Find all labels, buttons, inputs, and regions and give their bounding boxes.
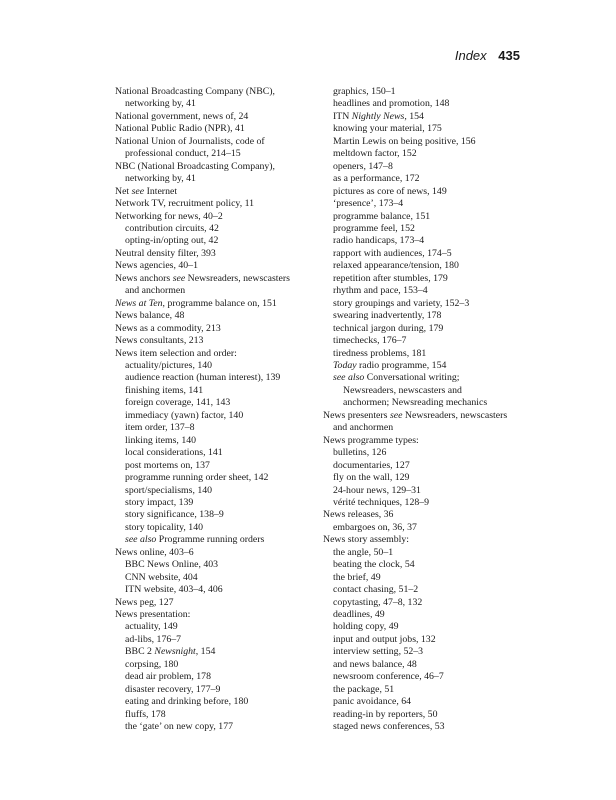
index-entry-line: rhythm and pace, 153–4 (333, 285, 428, 297)
index-entry-line: News agencies, 40–1 (115, 260, 198, 272)
index-subentry (323, 123, 533, 135)
index-subentry (323, 248, 533, 260)
index-entry-line: programme running order sheet, 142 (125, 472, 269, 484)
index-entry-line: copytasting, 47–8, 132 (333, 596, 423, 608)
index-entry-line: fluffs, 178 (125, 708, 166, 720)
index-subentry (323, 659, 533, 671)
index-entry-line: see also Programme running orders (125, 534, 265, 546)
index-entry-line: CNN website, 404 (125, 571, 198, 583)
index-entry-line: News presentation: (115, 609, 191, 621)
index-subentry (323, 671, 533, 683)
index-subentry (323, 609, 533, 621)
index-subentry (323, 372, 533, 409)
index-subentry (115, 385, 320, 397)
index-entry-line: radio handicaps, 173–4 (333, 235, 425, 247)
index-entry-line: NBC (National Broadcasting Company), (115, 160, 275, 172)
index-subentry (323, 198, 533, 210)
index-entry-line: technical jargon during, 179 (333, 322, 444, 334)
index-entry-line: News consultants, 213 (115, 335, 204, 347)
index-subentry (323, 460, 533, 472)
index-subentry (323, 235, 533, 247)
index-entry-line: input and output jobs, 132 (333, 633, 436, 645)
index-entry (115, 86, 320, 111)
index-entry (115, 186, 320, 198)
index-subentry (323, 646, 533, 658)
index-entry (115, 547, 320, 559)
index-entry-line: reading-in by reporters, 50 (333, 708, 438, 720)
index-subentry (323, 298, 533, 310)
index-subentry (115, 584, 320, 596)
index-subentry (323, 547, 533, 559)
index-entry-line: News story assembly: (323, 534, 409, 546)
index-entry-line: fly on the wall, 129 (333, 472, 410, 484)
index-entry-line: audience reaction (human interest), 139 (125, 372, 281, 384)
index-entry-line: tiredness problems, 181 (333, 347, 427, 359)
index-entry-line: BBC News Online, 403 (125, 559, 219, 571)
index-entry-line: News online, 403–6 (115, 546, 194, 558)
index-entry (115, 273, 320, 298)
index-entry-line: National Public Radio (NPR), 41 (115, 123, 245, 135)
index-entry-line: foreign coverage, 141, 143 (125, 397, 231, 409)
index-subentry (323, 173, 533, 185)
index-entry-line: staged news conferences, 53 (333, 721, 445, 733)
index-subentry (115, 472, 320, 484)
index-entry-line: News anchors see Newsreaders, newscasters (115, 272, 290, 284)
index-entry-line: News peg, 127 (115, 596, 174, 608)
index-entry-line: openers, 147–8 (333, 160, 393, 172)
index-subentry (323, 273, 533, 285)
index-subentry (323, 559, 533, 571)
index-entry (115, 136, 320, 161)
index-entry-line: pictures as core of news, 149 (333, 185, 447, 197)
page-number: 435 (498, 48, 520, 63)
index-entry-line: actuality/pictures, 140 (125, 359, 213, 371)
index-entry-line: see also Conversational writing; (333, 372, 460, 384)
index-entry-line: eating and drinking before, 180 (125, 696, 249, 708)
index-subentry (323, 497, 533, 509)
index-subentry (323, 572, 533, 584)
index-subentry (115, 360, 320, 372)
index-subentry (115, 223, 320, 235)
index-entry (115, 260, 320, 272)
index-entry-line: story groupings and variety, 152–3 (333, 297, 470, 309)
index-column-left (115, 86, 320, 734)
index-entry-line: holding copy, 49 (333, 621, 399, 633)
index-entry-line: networking by, 41 (125, 173, 196, 185)
index-entry (323, 534, 533, 546)
index-subentry (323, 136, 533, 148)
index-subentry (323, 323, 533, 335)
index-entry-line: story topicality, 140 (125, 521, 204, 533)
index-entry (323, 435, 533, 447)
index-entry-line: ‘presence’, 173–4 (333, 198, 404, 210)
index-entry-line: Neutral density filter, 393 (115, 247, 216, 259)
index-subentry (323, 348, 533, 360)
index-subentry (323, 634, 533, 646)
index-entry-line: National Broadcasting Company (NBC), (115, 86, 275, 97)
index-entry-line: local considerations, 141 (125, 447, 223, 459)
index-entry-line: documentaries, 127 (333, 459, 410, 471)
index-entry-line: interview setting, 52–3 (333, 646, 424, 658)
index-subentry (323, 285, 533, 297)
index-subentry (115, 372, 320, 384)
index-subentry (323, 211, 533, 223)
index-entry-line: programme balance, 151 (333, 210, 431, 222)
index-entry-line: post mortems on, 137 (125, 459, 210, 471)
index-entry-line: News item selection and order: (115, 347, 237, 359)
index-entry-line: beating the clock, 54 (333, 559, 415, 571)
index-entry-line: the ‘gate’ on new copy, 177 (125, 721, 233, 733)
index-entry (323, 410, 533, 435)
index-entry-line: graphics, 150–1 (333, 86, 396, 97)
index-subentry (115, 447, 320, 459)
index-subentry (323, 223, 533, 235)
index-entry-line: the brief, 49 (333, 571, 381, 583)
index-subentry (323, 86, 533, 98)
index-entry-line: contribution circuits, 42 (125, 222, 219, 234)
index-entry-line: actuality, 149 (125, 621, 178, 633)
index-entry-line: Networking for news, 40–2 (115, 210, 223, 222)
index-entry-line: National government, news of, 24 (115, 110, 249, 122)
index-entry-line: meltdown factor, 152 (333, 148, 417, 160)
index-subentry (115, 509, 320, 521)
index-entry-line: the package, 51 (333, 683, 395, 695)
index-entry-line: immediacy (yawn) factor, 140 (125, 409, 244, 421)
index-entry-line: News presenters see Newsreaders, newscasters (323, 409, 508, 421)
index-entry-line: National Union of Journalists, code of (115, 135, 265, 147)
index-entry (115, 597, 320, 609)
index-subentry (115, 410, 320, 422)
index-entry-line: story significance, 138–9 (125, 509, 224, 521)
index-subentry (323, 98, 533, 110)
index-entry-line: linking items, 140 (125, 434, 197, 446)
index-subentry (323, 684, 533, 696)
index-entry-line: Newsreaders, newscasters and (343, 384, 462, 396)
index-entry-line: Martin Lewis on being positive, 156 (333, 135, 476, 147)
index-entry-line: and anchormen (125, 285, 186, 297)
index-entry-line: vérité techniques, 128–9 (333, 496, 430, 508)
index-subentry (323, 260, 533, 272)
index-entry-line: panic avoidance, 64 (333, 696, 412, 708)
index-entry (115, 298, 320, 310)
index-entry-line: News as a commodity, 213 (115, 322, 221, 334)
index-entry-line: News releases, 36 (323, 509, 394, 521)
index-entry-line: disaster recovery, 177–9 (125, 683, 221, 695)
index-subentry (323, 447, 533, 459)
index-entry (115, 211, 320, 223)
index-entry-line: News at Ten, programme balance on, 151 (115, 297, 277, 309)
index-entry (115, 161, 320, 186)
index-entry-line: dead air problem, 178 (125, 671, 211, 683)
index-entry-line: ad-libs, 176–7 (125, 633, 182, 645)
index-subentry (323, 721, 533, 733)
index-subentry (115, 634, 320, 646)
index-entry-line: Net see Internet (115, 185, 178, 197)
index-subentry (323, 709, 533, 721)
index-subentry (115, 485, 320, 497)
index-entry-line: Network TV, recruitment policy, 11 (115, 198, 255, 210)
index-entry-line: programme feel, 152 (333, 222, 415, 234)
index-subentry (115, 671, 320, 683)
index-entry-line: professional conduct, 214–15 (125, 148, 241, 160)
index-entry-line: headlines and promotion, 148 (333, 98, 450, 110)
index-subentry (115, 422, 320, 434)
index-entry (115, 111, 320, 123)
index-subentry (115, 522, 320, 534)
index-entry-line: newsroom conference, 46–7 (333, 671, 444, 683)
index-entry (323, 509, 533, 521)
index-entry-line: timechecks, 176–7 (333, 335, 407, 347)
index-entry (115, 348, 320, 360)
index-subentry (323, 161, 533, 173)
index-entry (115, 198, 320, 210)
index-subentry (115, 659, 320, 671)
index-entry-line: networking by, 41 (125, 98, 196, 110)
index-entry (115, 335, 320, 347)
index-subentry (323, 485, 533, 497)
index-subentry (115, 621, 320, 633)
index-entry-line: finishing items, 141 (125, 384, 204, 396)
index-subentry (115, 572, 320, 584)
index-entry-line: sport/specialisms, 140 (125, 484, 213, 496)
index-entry-line: bulletins, 126 (333, 447, 387, 459)
index-subentry (323, 310, 533, 322)
index-entry-line: anchormen; Newsreading mechanics (343, 397, 488, 409)
index-entry-line: BBC 2 Newsnight, 154 (125, 646, 216, 658)
index-subentry (115, 435, 320, 447)
index-subentry (323, 472, 533, 484)
index-entry-line: ITN website, 403–4, 406 (125, 584, 223, 596)
index-entry-line: and anchormen (333, 422, 394, 434)
index-entry-line: knowing your material, 175 (333, 123, 442, 135)
index-subentry (115, 497, 320, 509)
index-entry-line: Today radio programme, 154 (333, 359, 447, 371)
index-subentry (323, 522, 533, 534)
index-entry-line: repetition after stumbles, 179 (333, 272, 448, 284)
index-subentry (323, 696, 533, 708)
index-entry (115, 609, 320, 621)
index-subentry (115, 534, 320, 546)
index-subentry (323, 597, 533, 609)
index-entry-line: and news balance, 48 (333, 658, 417, 670)
index-entry-line: swearing inadvertently, 178 (333, 310, 442, 322)
index-subentry (115, 721, 320, 733)
index-subentry (323, 584, 533, 596)
index-entry-line: item order, 137–8 (125, 422, 195, 434)
index-subentry (323, 111, 533, 123)
index-subentry (323, 360, 533, 372)
index-entry-line: contact chasing, 51–2 (333, 584, 419, 596)
index-subentry (323, 335, 533, 347)
section-title: Index (454, 48, 487, 63)
index-entry-line: 24-hour news, 129–31 (333, 484, 421, 496)
index-entry-line: as a performance, 172 (333, 173, 420, 185)
index-subentry (115, 646, 320, 658)
index-column-right (323, 86, 533, 734)
index-entry (115, 248, 320, 260)
index-entry (115, 323, 320, 335)
index-subentry (323, 148, 533, 160)
index-subentry (115, 397, 320, 409)
index-entry-line: rapport with audiences, 174–5 (333, 247, 452, 259)
index-entry-line: ITN Nightly News, 154 (333, 110, 424, 122)
index-subentry (323, 621, 533, 633)
index-entry-line: News programme types: (323, 434, 419, 446)
index-entry (115, 310, 320, 322)
index-entry-line: the angle, 50–1 (333, 546, 394, 558)
index-subentry (115, 460, 320, 472)
index-subentry (323, 186, 533, 198)
index-subentry (115, 559, 320, 571)
index-entry-line: embargoes on, 36, 37 (333, 521, 417, 533)
running-header (455, 48, 520, 63)
index-entry-line: corpsing, 180 (125, 658, 179, 670)
index-subentry (115, 684, 320, 696)
index-entry-line: deadlines, 49 (333, 609, 385, 621)
index-entry (115, 123, 320, 135)
index-subentry (115, 235, 320, 247)
index-entry-line: story impact, 139 (125, 496, 194, 508)
index-entry-line: relaxed appearance/tension, 180 (333, 260, 459, 272)
index-entry-line: opting-in/opting out, 42 (125, 235, 219, 247)
index-subentry (115, 709, 320, 721)
index-entry-line: News balance, 48 (115, 310, 185, 322)
index-subentry (115, 696, 320, 708)
